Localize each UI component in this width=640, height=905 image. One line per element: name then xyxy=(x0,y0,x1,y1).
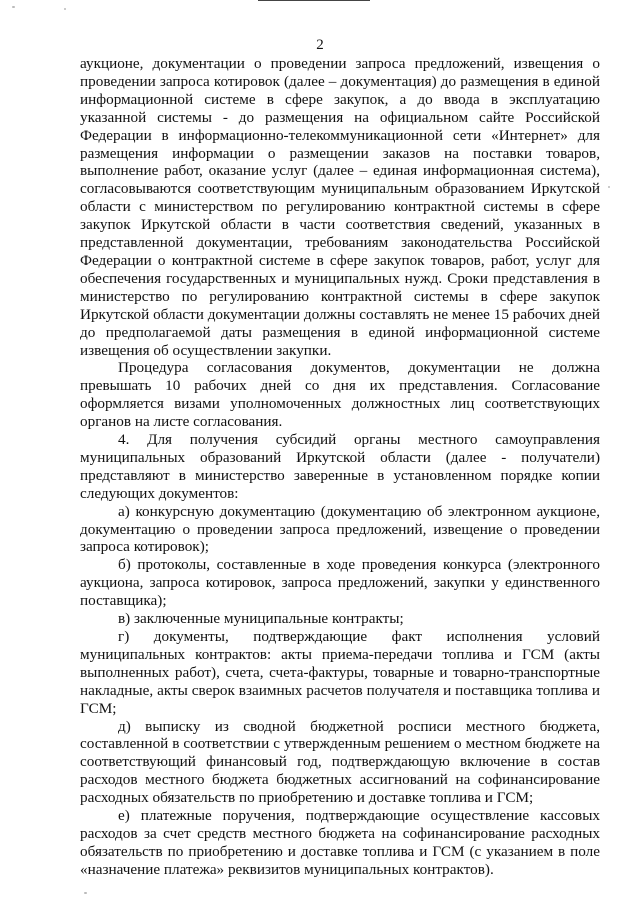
list-item-g: г) документы, подтверждающие факт исполнения условий муниципальных контрактов: акты приема-передачи топлива и ГСМ (акты выполненных работ), счета, счета-фактуры, товарные и товарно-транспортные накладные, акты сверок взаимных расчетов получателя и поставщика топлива и ГСМ; xyxy=(80,628,600,717)
paragraph-item-4: 4. Для получения субсидий органы местного самоуправления муниципальных образований Иркутской области (далее - получатели) представляют в министерство заверенные в установленном порядке копии следующих документов: xyxy=(80,431,600,502)
list-item-d: д) выписку из сводной бюджетной росписи местного бюджета, составленной в соответствии с утвержденным решением о местном бюджете на соответствующий финансовый год, подтверждающую включение в состав расходов местного бюджета бюджетных ассигнований на софинансирование расходных обязательств по приобретению и доставке топлива и ГСМ; xyxy=(80,717,600,807)
scan-speck xyxy=(84,892,87,894)
page-number: 2 xyxy=(316,37,324,53)
paragraph-approval-procedure: Процедура согласования документов, документации не должна превышать 10 рабочих дней со дня их представления. Согласование оформляется визами уполномоченных должностных лиц соответствующих органов на листе согласования. xyxy=(80,359,600,431)
list-item-b: б) протоколы, составленные в ходе проведения конкурса (электронного аукциона, запроса котировок, запроса предложений, закупки у единственного поставщика); xyxy=(80,556,600,610)
top-rule xyxy=(258,0,370,1)
scan-speck xyxy=(608,186,610,188)
list-item-v: в) заключенные муниципальные контракты; xyxy=(118,610,404,628)
document-body xyxy=(80,55,600,879)
list-item-e: е) платежные поручения, подтверждающие осуществление кассовых расходов за счет средств местного бюджета на софинансирование расходных обязательств по приобретению и доставке топлива и ГСМ (с указанием в поле «назначение платежа» реквизитов муниципальных контрактов). xyxy=(80,807,600,878)
list-item-a: а) конкурсную документацию (документацию об электронном аукционе, документацию о проведении запроса предложений, извещение о проведении запроса котировок); xyxy=(80,502,600,556)
paragraph-continuation: аукционе, документации о проведении запроса предложений, извещения о проведении запроса котировок (далее – документация) до размещения в единой информационной системе в сфере закупок, а до ввода в эксплуатацию указанной системы - до размещения на официальном сайте Российской Федерации в информационно-телекоммуникационной сети «Интернет» для размещения информации о размещении заказов на поставки товаров, выполнение работ, оказание услуг (далее – единая информационная система), согласовываются соответствующим муниципальным образованием Иркутской области с министерством по регулированию контрактной системы в сфере закупок Иркутской области в части соответствия сведений, указанных в представленной документации, требованиям законодательства Российской Федерации о контрактной системе в сфере закупок товаров, работ, услуг для обеспечения государственных и муниципальных нужд. Сроки представления в министерство по регулированию контрактной системы в сфере закупок Иркутской области документации должны составлять не менее 15 рабочих дней до предполагаемой даты размещения в единой информационной системе извещения об осуществлении закупки. xyxy=(80,55,600,359)
scan-speck xyxy=(12,6,15,8)
scan-speck xyxy=(64,8,66,10)
